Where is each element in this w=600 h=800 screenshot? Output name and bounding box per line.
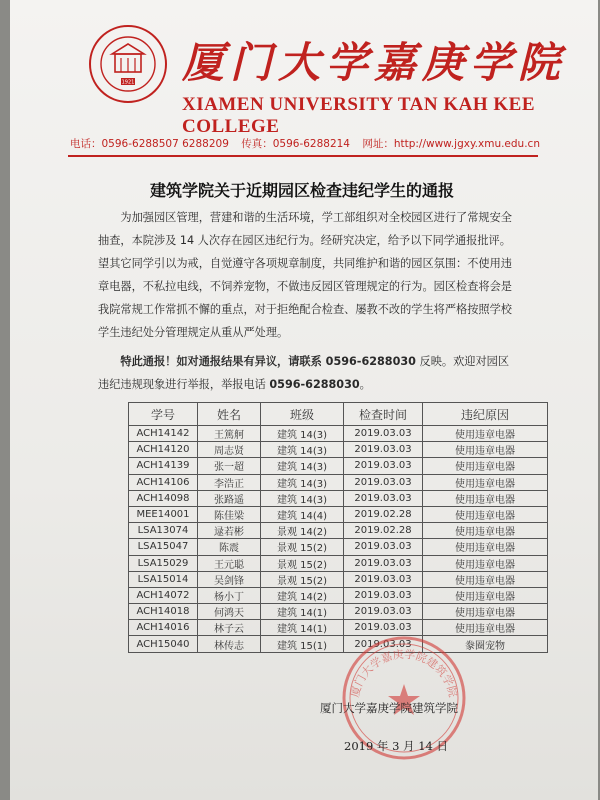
- cell-class: 建筑 14(3): [261, 426, 344, 442]
- cell-class: 建筑 14(3): [261, 474, 344, 490]
- notice-paragraph-2-mid: 反映。欢迎对园区违纪违规现象进行举报，举报电话: [98, 355, 510, 391]
- college-name-en: XIAMEN UNIVERSITY TAN KAH KEE COLLEGE: [182, 94, 536, 137]
- cell-name: 陈震: [198, 539, 261, 555]
- college-name-cn: 厦门大学嘉庚学院: [182, 38, 567, 87]
- cell-student-id: ACH14018: [129, 604, 198, 620]
- cell-check-date: 2019.03.03: [344, 458, 423, 474]
- cell-name: 杨小丁: [198, 587, 261, 603]
- cell-check-date: 2019.02.28: [344, 523, 423, 539]
- header-reason: 违纪原因: [423, 403, 548, 426]
- cell-check-date: 2019.03.03: [344, 539, 423, 555]
- cell-reason: 使用违章电器: [423, 604, 548, 620]
- cell-name: 逯若彬: [198, 523, 261, 539]
- cell-name: 张路遥: [198, 490, 261, 506]
- table-row: [129, 442, 548, 458]
- cell-name: 林子云: [198, 620, 261, 636]
- notice-contact-phone: 0596-6288030: [325, 355, 416, 368]
- cell-name: 李浩正: [198, 474, 261, 490]
- cell-check-date: 2019.02.28: [344, 506, 423, 522]
- table-row: [129, 506, 548, 522]
- cell-reason: 使用违章电器: [423, 426, 548, 442]
- table-body: [129, 426, 548, 653]
- cell-reason: 使用违章电器: [423, 442, 548, 458]
- cell-class: 景观 15(2): [261, 539, 344, 555]
- cell-student-id: ACH14106: [129, 474, 198, 490]
- cell-class: 建筑 14(3): [261, 490, 344, 506]
- phone-text: 电话：0596-6288507 6288209: [70, 138, 229, 150]
- cell-reason: 使用违章电器: [423, 571, 548, 587]
- college-emblem-icon: [88, 24, 168, 104]
- cell-check-date: 2019.03.03: [344, 490, 423, 506]
- cell-reason: 使用违章电器: [423, 458, 548, 474]
- cell-student-id: ACH14120: [129, 442, 198, 458]
- cell-class: 建筑 14(3): [261, 458, 344, 474]
- cell-check-date: 2019.03.03: [344, 636, 423, 652]
- table-row: [129, 426, 548, 442]
- cell-student-id: ACH14142: [129, 426, 198, 442]
- cell-name: 何鸿天: [198, 604, 261, 620]
- cell-check-date: 2019.03.03: [344, 442, 423, 458]
- cell-name: 王元聪: [198, 555, 261, 571]
- cell-student-id: ACH15040: [129, 636, 198, 652]
- notice-title: 建筑学院关于近期园区检查违纪学生的通报: [150, 181, 455, 200]
- cell-class: 建筑 14(2): [261, 587, 344, 603]
- cell-reason: 使用违章电器: [423, 620, 548, 636]
- cell-check-date: 2019.03.03: [344, 474, 423, 490]
- table-row: [129, 490, 548, 506]
- notice-paragraph-2: [98, 350, 518, 396]
- cell-student-id: LSA15014: [129, 571, 198, 587]
- cell-reason: 使用违章电器: [423, 587, 548, 603]
- cell-class: 景观 14(2): [261, 523, 344, 539]
- violation-table: [128, 402, 548, 653]
- table-row: [129, 474, 548, 490]
- cell-reason: 使用违章电器: [423, 474, 548, 490]
- cell-student-id: LSA15047: [129, 539, 198, 555]
- table-row: [129, 555, 548, 571]
- cell-student-id: LSA13074: [129, 523, 198, 539]
- cell-check-date: 2019.03.03: [344, 604, 423, 620]
- table-row: [129, 539, 548, 555]
- cell-class: 建筑 14(1): [261, 604, 344, 620]
- header-check-date: 检查时间: [344, 403, 423, 426]
- emblem-year: 1921: [121, 79, 135, 86]
- table-row: [129, 620, 548, 636]
- table-row: [129, 458, 548, 474]
- cell-name: 王篤舸: [198, 426, 261, 442]
- cell-name: 张一超: [198, 458, 261, 474]
- contact-line: [70, 136, 540, 151]
- header-name: 姓名: [198, 403, 261, 426]
- header-student-id: 学号: [129, 403, 198, 426]
- table-row: [129, 523, 548, 539]
- issuing-department: 厦门大学嘉庚学院建筑学院: [320, 701, 458, 715]
- fax-text: 传真：0596-6288214: [241, 138, 350, 150]
- issue-date: 2019 年 3 月 14 日: [344, 739, 448, 753]
- cell-reason: 豢圈宠物: [423, 636, 548, 652]
- cell-check-date: 2019.03.03: [344, 571, 423, 587]
- cell-check-date: 2019.03.03: [344, 620, 423, 636]
- letterhead-divider: [68, 155, 538, 157]
- cell-student-id: ACH14139: [129, 458, 198, 474]
- header-class: 班级: [261, 403, 344, 426]
- cell-name: 林传志: [198, 636, 261, 652]
- cell-check-date: 2019.03.03: [344, 555, 423, 571]
- cell-student-id: LSA15029: [129, 555, 198, 571]
- cell-class: 建筑 14(1): [261, 620, 344, 636]
- cell-name: 吴剑锋: [198, 571, 261, 587]
- table-row: [129, 636, 548, 652]
- cell-reason: 使用违章电器: [423, 506, 548, 522]
- cell-student-id: MEE14001: [129, 506, 198, 522]
- cell-reason: 使用违章电器: [423, 539, 548, 555]
- cell-check-date: 2019.03.03: [344, 587, 423, 603]
- notice-paragraph-2-end: 。: [359, 378, 371, 391]
- cell-reason: 使用违章电器: [423, 523, 548, 539]
- cell-student-id: ACH14072: [129, 587, 198, 603]
- notice-paragraph-1: 为加强园区管理，营建和谐的生活环境，学工部组织对全校园区进行了常规安全抽查，本院涉及 14 人次存在园区违纪行为。经研究决定，给予以下同学通报批评。望其它同学引以为戒，自觉遵守各项规章制度，共同维护和谐的园区氛围：不使用违章电器，不私拉电线，不饲养宠物，不做违反园区管理规定的行为。园区检查将会是我院常规工作常抓不懈的重点，对于拒绝配合检查、屡教不改的学生将严格按照学校学生违纪处分管理规定从重从严处理。: [98, 211, 512, 339]
- table-row: [129, 587, 548, 603]
- cell-reason: 使用违章电器: [423, 490, 548, 506]
- cell-class: 建筑 14(4): [261, 506, 344, 522]
- table-row: [129, 571, 548, 587]
- cell-check-date: 2019.03.03: [344, 426, 423, 442]
- cell-class: 建筑 14(3): [261, 442, 344, 458]
- notice-paragraph-2-lead: 特此通报！如对通报结果有异议，请联系: [120, 355, 326, 368]
- cell-class: 建筑 15(1): [261, 636, 344, 652]
- website-text: 网址：http://www.jgxy.xmu.edu.cn: [362, 138, 540, 150]
- cell-student-id: ACH14098: [129, 490, 198, 506]
- cell-reason: 使用违章电器: [423, 555, 548, 571]
- cell-name: 陈佳梁: [198, 506, 261, 522]
- cell-student-id: ACH14016: [129, 620, 198, 636]
- seal-text: 厦门大学嘉庚学院建筑学院: [348, 647, 460, 699]
- table-header-row: [129, 403, 548, 426]
- notice-page: [10, 0, 598, 800]
- cell-class: 景观 15(2): [261, 555, 344, 571]
- notice-body: [98, 206, 518, 396]
- cell-name: 周志贤: [198, 442, 261, 458]
- cell-class: 景观 15(2): [261, 571, 344, 587]
- table-row: [129, 604, 548, 620]
- notice-report-phone: 0596-6288030: [269, 378, 360, 391]
